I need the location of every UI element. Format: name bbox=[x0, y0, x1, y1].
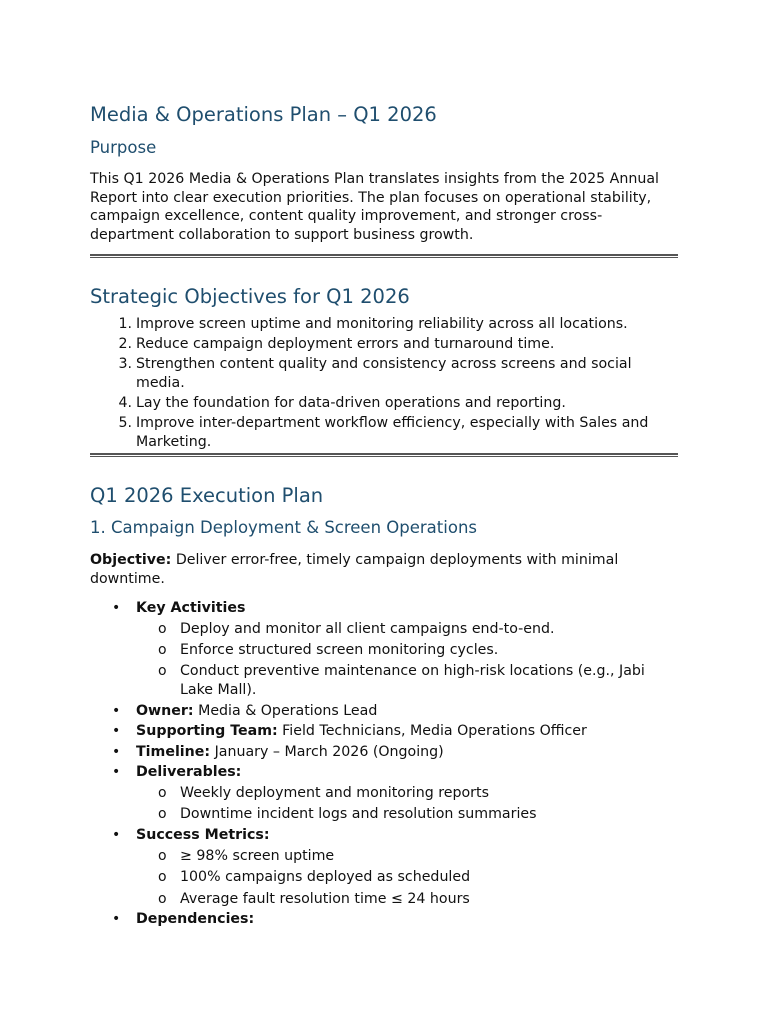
bullet-icon: • bbox=[112, 764, 121, 780]
dependencies-label: Dependencies: bbox=[136, 911, 255, 927]
activity-text: Deploy and monitor all client campaigns end-to-end. bbox=[180, 621, 555, 637]
sub-bullet-icon: o bbox=[158, 642, 167, 658]
objective-number: 3. bbox=[118, 356, 132, 372]
objective-text: Reduce campaign deployment errors and turnaround time. bbox=[136, 336, 555, 352]
metrics-label: Success Metrics: bbox=[136, 827, 270, 843]
sub-bullet-icon: o bbox=[158, 891, 167, 907]
metric-text: ≥ 98% screen uptime bbox=[180, 848, 335, 864]
timeline-value: January – March 2026 (Ongoing) bbox=[210, 744, 444, 760]
sub-bullet-icon: o bbox=[158, 621, 167, 637]
objective-number: 5. bbox=[118, 415, 132, 431]
objective-number: 4. bbox=[118, 395, 132, 411]
objective-text: Lay the foundation for data-driven operations and reporting. bbox=[136, 395, 566, 411]
bullet-icon: • bbox=[112, 600, 121, 616]
objective-value: Deliver error-free, timely campaign deployments with minimal downtime. bbox=[90, 552, 619, 587]
sub-bullet-icon: o bbox=[158, 806, 167, 822]
sub-bullet-icon: o bbox=[158, 785, 167, 801]
objective-text: Improve screen uptime and monitoring reliability across all locations. bbox=[136, 316, 628, 332]
owner-label: Owner: bbox=[136, 703, 194, 719]
owner-value: Media & Operations Lead bbox=[193, 703, 378, 719]
document-title: Media & Operations Plan – Q1 2026 bbox=[90, 103, 437, 126]
metric-text: 100% campaigns deployed as scheduled bbox=[180, 869, 471, 885]
support-value: Field Technicians, Media Operations Officer bbox=[277, 723, 587, 739]
objective-text: Improve inter-department workflow efficiency, especially with Sales and Marketing. bbox=[136, 415, 649, 450]
objective-label: Objective: bbox=[90, 552, 172, 568]
objective-text: Strengthen content quality and consistency across screens and social media. bbox=[136, 356, 632, 391]
section-divider bbox=[90, 254, 678, 258]
objective-paragraph bbox=[90, 551, 680, 588]
bullet-icon: • bbox=[112, 703, 121, 719]
deliverables-label: Deliverables: bbox=[136, 764, 242, 780]
execution-heading: Q1 2026 Execution Plan bbox=[90, 484, 324, 507]
support-label: Supporting Team: bbox=[136, 723, 278, 739]
objective-number: 1. bbox=[118, 316, 132, 332]
bullet-icon: • bbox=[112, 723, 121, 739]
bullet-icon: • bbox=[112, 744, 121, 760]
activity-text: Enforce structured screen monitoring cycles. bbox=[180, 642, 499, 658]
timeline-label: Timeline: bbox=[136, 744, 211, 760]
sub-bullet-icon: o bbox=[158, 663, 167, 679]
sub-bullet-icon: o bbox=[158, 869, 167, 885]
deliverable-text: Downtime incident logs and resolution summaries bbox=[180, 806, 537, 822]
purpose-heading: Purpose bbox=[90, 138, 157, 157]
metric-text: Average fault resolution time ≤ 24 hours bbox=[180, 891, 470, 907]
deliverable-text: Weekly deployment and monitoring reports bbox=[180, 785, 489, 801]
section-divider bbox=[90, 453, 678, 457]
bullet-icon: • bbox=[112, 911, 121, 927]
sub-bullet-icon: o bbox=[158, 848, 167, 864]
key-activities-label: Key Activities bbox=[136, 600, 246, 616]
objective-number: 2. bbox=[118, 336, 132, 352]
purpose-paragraph: This Q1 2026 Media & Operations Plan translates insights from the 2025 Annual Report into clear execution priorities. The plan focuses on operational stability, campaign excellence, content quality improvement, and stronger cross-department collaboration to support business growth. bbox=[90, 171, 659, 243]
bullet-icon: • bbox=[112, 827, 121, 843]
objectives-heading: Strategic Objectives for Q1 2026 bbox=[90, 285, 410, 308]
activity-text: Conduct preventive maintenance on high-risk locations (e.g., Jabi Lake Mall). bbox=[180, 663, 645, 698]
section1-heading: 1. Campaign Deployment & Screen Operations bbox=[90, 518, 478, 537]
